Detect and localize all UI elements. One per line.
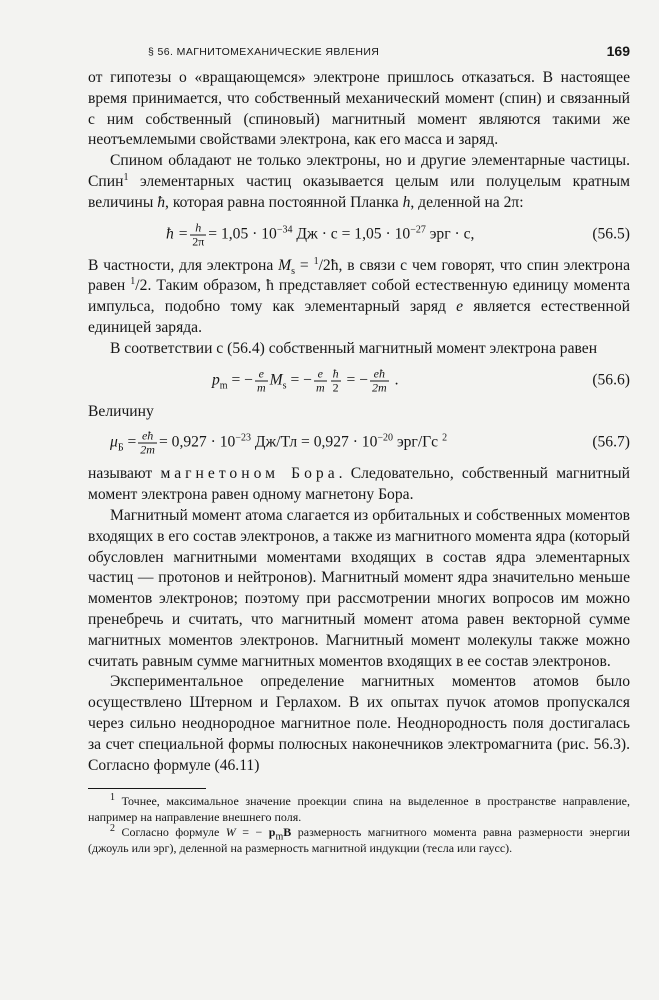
fraction-denominator: 2m xyxy=(140,442,155,457)
text-span: /2 xyxy=(135,277,148,295)
paragraph-3 xyxy=(88,256,630,339)
page-number: 169 xyxy=(606,43,630,59)
paragraph-7: Экспериментальное определение магнитных моментов атомов было осуществлено Штерном и Герлахом. В их опытах пучок атомов пропускался через сильно неоднородное магнитное поле. Неоднородность поля достигалась за счет специальной формы полюсных наконечников электромагнита (рис. 56.3). Согласно формуле (46.11) xyxy=(88,673,630,774)
eq-text: = xyxy=(123,433,137,451)
fraction-denominator: 2m xyxy=(372,380,387,395)
footnote-2 xyxy=(88,825,630,856)
footnote-text: = − xyxy=(235,825,269,840)
eq-text: эрг/Гс xyxy=(393,433,439,451)
text-span: В частности, для электрона xyxy=(88,256,279,274)
energy-symbol: W xyxy=(225,825,236,840)
fraction xyxy=(190,221,206,248)
equation-number: (56.7) xyxy=(592,433,630,451)
exponent: −27 xyxy=(410,223,426,235)
paragraph-4: В соответствии с (56.4) собственный магнитный момент электрона равен xyxy=(110,339,598,357)
text-span: Спином обладают не только электроны, но и другие элементарные частицы. Спин xyxy=(88,152,630,190)
footnote-text: Точнее, максимальное значение проекции спина на выделенное в пространстве направление, например на направление внешнего поля. xyxy=(88,794,630,824)
page-header xyxy=(88,43,630,68)
paragraph-2 xyxy=(88,151,630,213)
exponent: −23 xyxy=(235,432,251,444)
footnote-divider xyxy=(88,788,206,789)
eq-text: = − xyxy=(286,371,312,389)
footnote-1 xyxy=(88,794,630,825)
induction-symbol: B xyxy=(283,825,292,840)
text-span: элементарных частиц оказывается целым или полуцелым кратным величины xyxy=(88,172,630,211)
fraction-numerator: eħ xyxy=(141,428,154,443)
subscript: m xyxy=(275,831,284,843)
subscript: m xyxy=(219,380,228,392)
eq-text: эрг · с, xyxy=(425,225,475,243)
equation-expression xyxy=(110,430,447,457)
fraction-denominator: 2 xyxy=(332,380,339,395)
fraction-numerator: e xyxy=(258,366,264,381)
eq-text: Дж/Тл = 0,927 · 10 xyxy=(250,433,378,451)
eq-text: = − xyxy=(342,371,368,389)
text-span: , которая равна постоянной Планка xyxy=(165,193,403,211)
text-span: ħ, в связи с чем говорят, что спин электрона равен xyxy=(88,256,630,295)
eq-text: = − xyxy=(227,371,253,389)
fraction-numerator: eħ xyxy=(373,366,385,381)
footnote-text: Согласно формуле xyxy=(115,825,226,840)
eq-text: = 0,927 · 10 xyxy=(158,433,236,451)
equation-expression xyxy=(166,221,474,248)
ms-symbol: M xyxy=(278,256,292,274)
text-span: . Следовательно, собственный магнитный момент электрона равен одному магнетону Бора. xyxy=(88,465,630,504)
text-span: . Таким образом, ħ представляет собой естественную единицу момента импульса, подобно тому как элементарный заряд xyxy=(88,277,630,316)
book-page xyxy=(88,43,630,856)
fraction-numerator: e xyxy=(317,366,323,381)
exponent: −20 xyxy=(377,432,394,444)
charge-symbol: e xyxy=(456,298,464,316)
footnote-text: размерность магнитного момента равна размерности энергии (джоуль или эрг), деленной на размерность магнитной индукции (тесла или гаусс). xyxy=(88,825,630,855)
subscript: s xyxy=(282,380,287,392)
moment-symbol: p xyxy=(268,825,276,840)
fraction-denominator: 2π xyxy=(192,234,205,249)
exponent: −34 xyxy=(276,223,293,235)
footnote-mark: 2 xyxy=(110,823,115,835)
equation-expression xyxy=(212,367,398,394)
running-title: § 56. МАГНИТОМЕХАНИЧЕСКИЕ ЯВЛЕНИЯ xyxy=(148,46,380,58)
ms-symbol: M xyxy=(269,371,283,389)
equation-56-7 xyxy=(88,425,630,461)
spaced-term: магнетоном Бора xyxy=(160,465,339,483)
fraction-denominator: m xyxy=(256,380,266,395)
fraction-denominator: m xyxy=(315,380,325,395)
eq-text: = 1,05 · 10 xyxy=(208,225,277,243)
footnote-mark-2: 2 xyxy=(442,432,448,444)
text-span: называют xyxy=(88,465,161,483)
paragraph-6: Магнитный момент атома слагается из орбитальных и собственных моментов входящих в его состав электронов, а также из магнитного момента ядра (который обусловлен магнитными моментами входящих в состав ядра элементарных частиц — протонов и нейтронов). Магнитный момент ядра значительно меньше моментов электронов; поэтому при рассмотрении многих вопросов им можно пренебречь и считать, что магнитный момент атома равен векторной сумме магнитных моментов электронов. Магнитный момент молекулы также можно считать равным сумме магнитных моментов входящих в ее состав электронов. xyxy=(88,506,630,670)
fraction-numerator: h xyxy=(195,220,202,235)
text-span: = xyxy=(295,256,314,274)
eq-lhs: μ xyxy=(110,433,118,451)
text-span: /2 xyxy=(318,256,331,274)
text-span: является естественной единицей заряда. xyxy=(88,298,630,336)
fraction-numerator: ħ xyxy=(332,366,339,381)
fraction xyxy=(138,430,157,457)
fraction xyxy=(314,367,327,394)
subscript: s xyxy=(291,265,296,277)
equation-56-6 xyxy=(88,363,630,399)
equation-number: (56.6) xyxy=(592,371,630,389)
page-body xyxy=(88,68,630,776)
fraction xyxy=(331,367,341,394)
eq-lhs: p xyxy=(212,371,220,389)
eq-text: . xyxy=(390,371,399,389)
equation-number: (56.5) xyxy=(592,225,630,243)
superscript: 1 xyxy=(130,276,136,288)
eq-text: Дж · с = 1,05 · 10 xyxy=(292,225,411,243)
text-span: , деленной на 2π: xyxy=(410,193,524,211)
superscript: 1 xyxy=(313,255,319,267)
footnotes xyxy=(88,794,630,856)
subscript: Б xyxy=(117,443,124,455)
paragraph-5 xyxy=(88,464,630,506)
footnote-mark-1: 1 xyxy=(123,171,129,183)
eq-lhs: ħ = xyxy=(166,225,189,243)
hbar-symbol: ħ xyxy=(157,193,166,211)
equation-56-5 xyxy=(88,217,630,253)
fraction xyxy=(255,367,268,394)
paragraph-velichinu: Величину xyxy=(88,402,154,420)
footnote-mark: 1 xyxy=(110,792,115,804)
paragraph-1: от гипотезы о «вращающемся» электроне пришлось отказаться. В настоящее время принимается, что собственный механический момент (спин) и связанный с ним собственный (спиновый) магнитный момент являются такими же неотъемлемыми свойствами электрона, как его масса и заряд. xyxy=(88,69,630,149)
fraction xyxy=(370,367,389,394)
planck-symbol: h xyxy=(402,193,411,211)
